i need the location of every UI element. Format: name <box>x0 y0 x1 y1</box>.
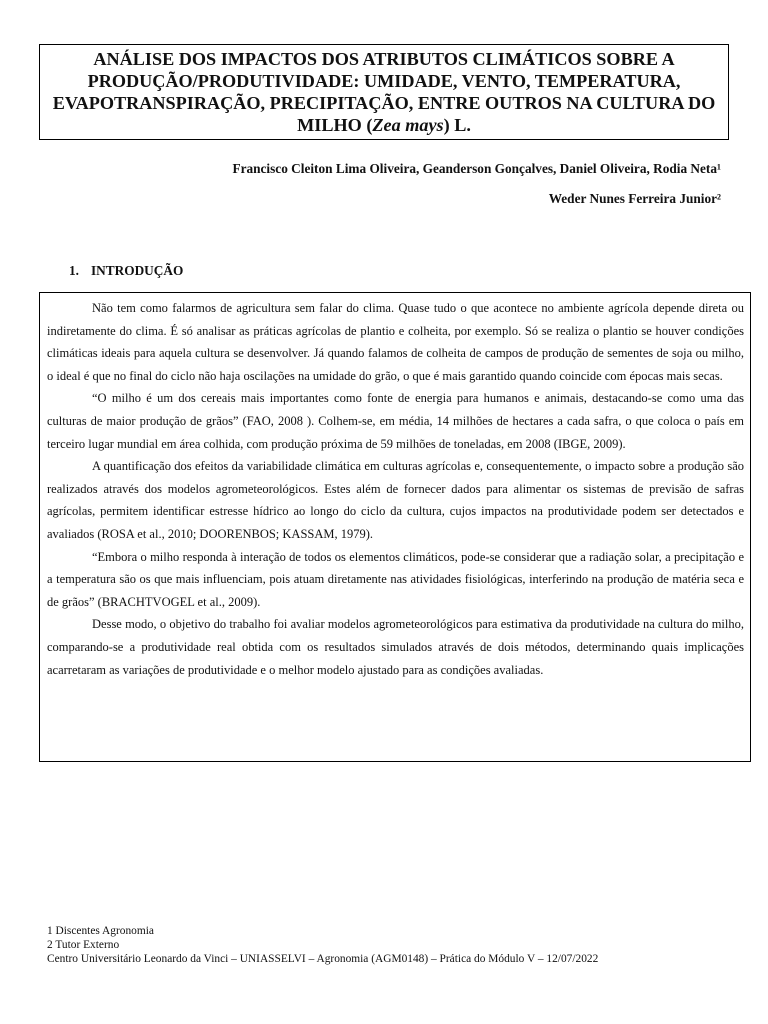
author-line-2: Weder Nunes Ferreira Junior² <box>548 191 721 206</box>
document-title <box>40 48 728 136</box>
title-species-name: Zea mays <box>372 115 444 135</box>
intro-paragraph-5: Desse modo, o objetivo do trabalho foi avaliar modelos agrometeorológicos para estimativa da produtividade na cultura do milho, comparando-se a produtividade real obtida com os resultados simulados através de dois métodos, determinando quais implicações acarretaram as variações de produtividade e o melhor modelo ajustado para as condições avaliadas. <box>47 617 744 677</box>
author-line-1: Francisco Cleiton Lima Oliveira, Geanderson Gonçalves, Daniel Oliveira, Rodia Neta¹ <box>232 161 721 176</box>
intro-paragraph-2: “O milho é um dos cereais mais importantes como fonte de energia para humanos e animais, destacando-se como uma das culturas de maior produção de grãos” (FAO, 2008 ). Colhem-se, em média, 14 milhões de hectares a cada safra, o que coloca o país em terceiro lugar mundial em área colhida, com produção próxima de 59 milhões de toneladas, em 2008 (IBGE, 2009). <box>47 391 744 451</box>
footnote-1: 1 Discentes Agronomia <box>47 925 154 937</box>
intro-paragraph-4: “Embora o milho responda à interação de todos os elementos climáticos, pode-se considerar que a radiação solar, a precipitação e a temperatura são os que mais influenciam, pois atuam diretamente nas atividades fisiológicas, interferindo na produção de matéria seca e de grãos” (BRACHTVOGEL et al., 2009). <box>47 549 744 609</box>
author-block <box>232 161 721 207</box>
footnote-2: 2 Tutor Externo <box>47 939 120 951</box>
section-number: 1. <box>69 263 79 278</box>
footnote-institution: Centro Universitário Leonardo da Vinci – UNIASSELVI – Agronomia (AGM0148) – Prática do Módulo V – 12/07/2022 <box>47 953 599 965</box>
introduction-box <box>39 292 751 762</box>
title-end-text: ) L. <box>443 115 471 135</box>
intro-paragraph-1: Não tem como falarmos de agricultura sem falar do clima. Quase tudo o que acontece no ambiente agrícola depende direta ou indiretamente do clima. É só analisar as práticas agrícolas de plantio e colheita, por exemplo. Só se realiza o plantio se houver condições climáticas ideais para aquela cultura se desenvolver. Já quando falamos de colheita de campos de produção de sementes de soja ou milho, o ideal é que no final do ciclo não haja oscilações na umidade do grão, o que é mais garantido quando coincide com épocas mais secas. <box>47 301 744 383</box>
intro-paragraph-3: A quantificação dos efeitos da variabilidade climática em culturas agrícolas e, consequentemente, o impacto sobre a produção são realizados através dos modelos agrometeorológicos. Estes além de fornecer dados para alimentar os sistemas de previsão de safras agrícolas, permitem identificar estresse hídrico ao longo do ciclo da cultura, cujos impactos na produtividade podem ser detectados e avaliados (ROSA et al., 2010; DOORENBOS; KASSAM, 1979). <box>47 459 744 541</box>
section-title: INTRODUÇÃO <box>90 263 184 278</box>
title-main-text: ANÁLISE DOS IMPACTOS DOS ATRIBUTOS CLIMÁTICOS SOBRE A PRODUÇÃO/PRODUTIVIDADE: UMIDADE, VENTO, TEMPERATURA, EVAPOTRANSPIRAÇÃO, PRECIPITAÇÃO, ENTRE OUTROS NA CULTURA DO MILHO ( <box>52 49 716 135</box>
section-heading-introduction <box>69 263 183 279</box>
footnotes <box>47 924 598 966</box>
title-box <box>39 44 729 140</box>
